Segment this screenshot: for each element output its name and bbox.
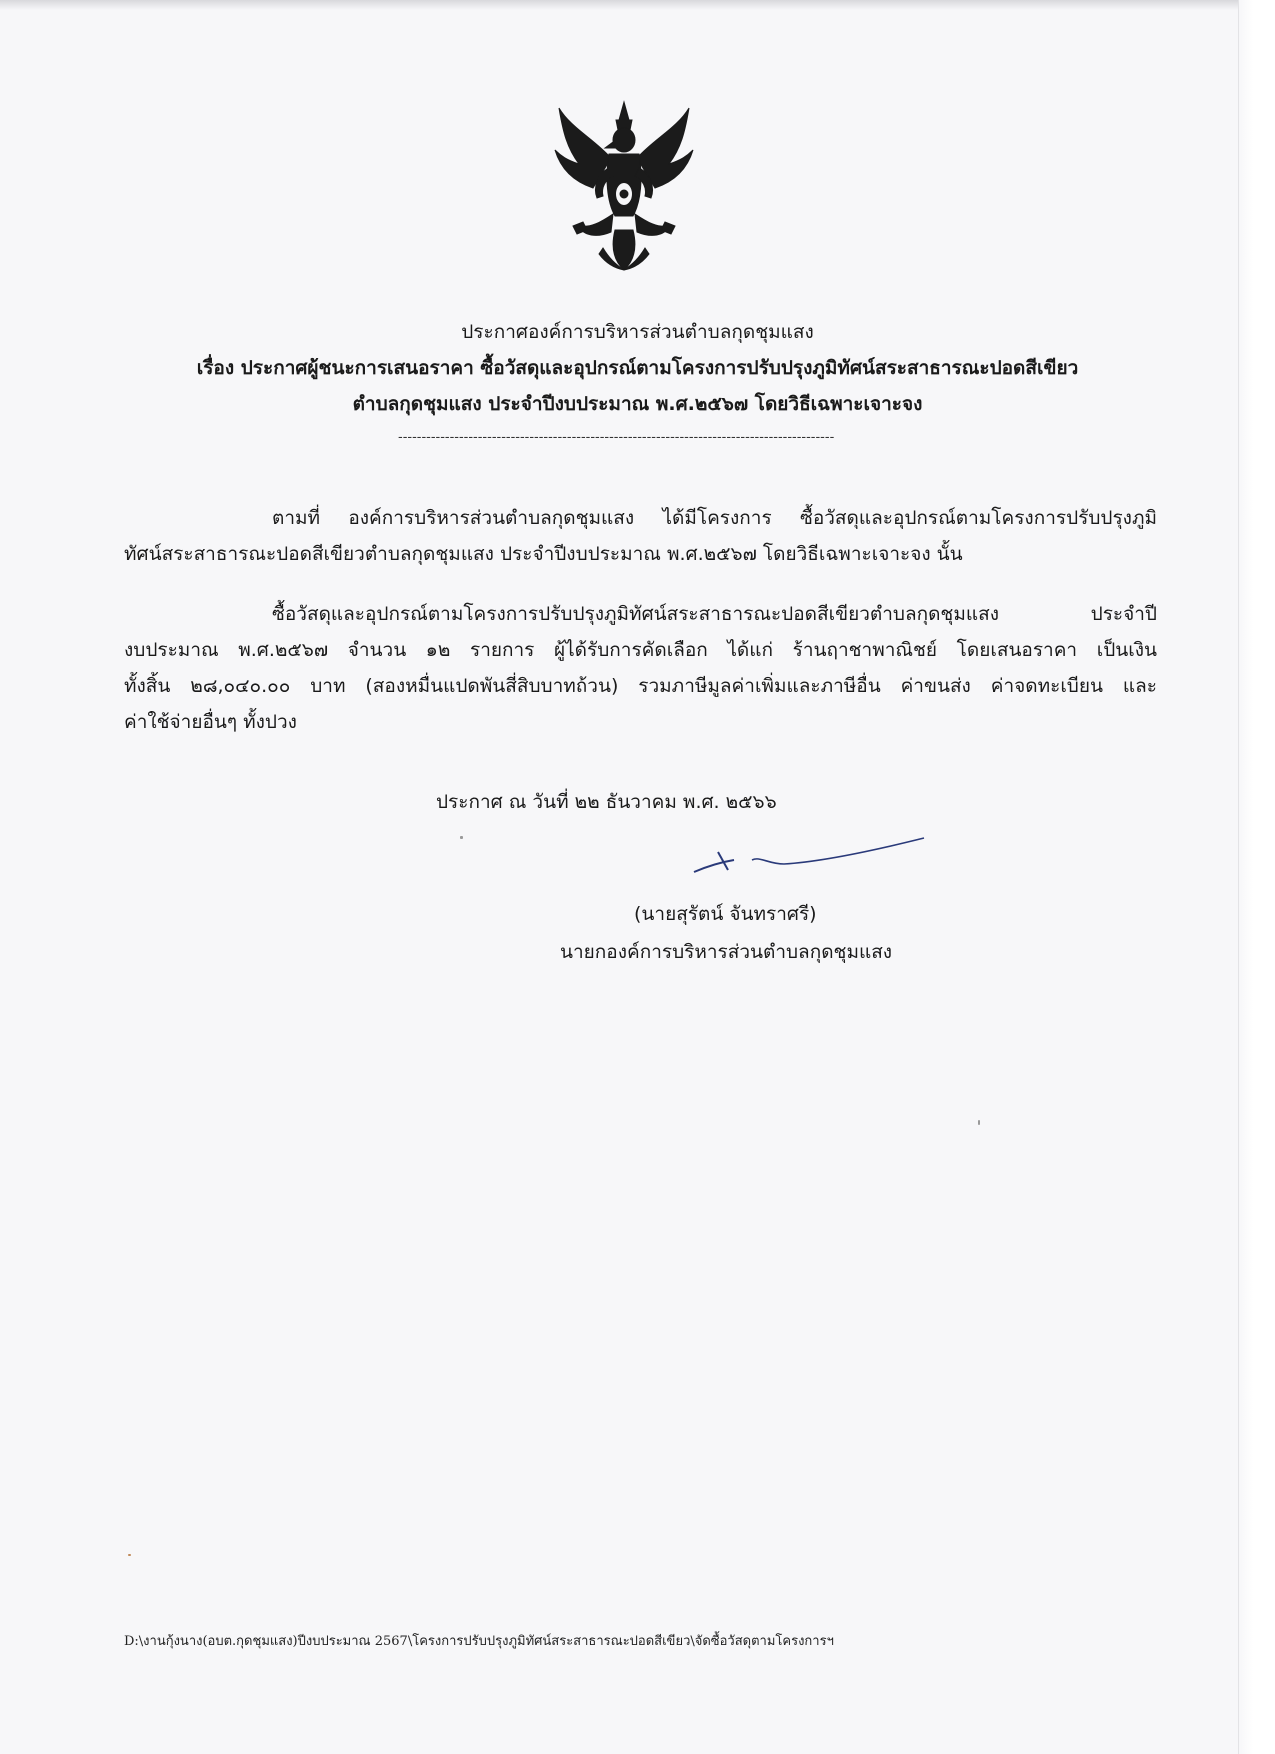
subject-line-continued: ตำบลกุดชุมแสง ประจำปีงบประมาณ พ.ศ.๒๕๖๗ โดยวิธีเฉพาะเจาะจง bbox=[352, 393, 923, 415]
announcement-date: ประกาศ ณ วันที่ ๒๒ ธันวาคม พ.ศ. ๒๕๖๖ bbox=[436, 791, 777, 813]
paragraph-2-line-1: ซื้อวัสดุและอุปกรณ์ตามโครงการปรับปรุงภูมิทัศน์สระสาธารณะปอดสีเขียวตำบลกุดชุมแสง ประจำปี bbox=[272, 603, 1157, 625]
scan-speck bbox=[978, 1120, 980, 1125]
handwritten-signature bbox=[688, 830, 928, 880]
announcement-title: ประกาศองค์การบริหารส่วนตำบลกุดชุมแสง bbox=[461, 321, 814, 343]
signatory-position: นายกองค์การบริหารส่วนตำบลกุดชุมแสง bbox=[560, 941, 893, 963]
garuda-emblem-icon bbox=[553, 98, 695, 274]
scan-speck bbox=[128, 1554, 131, 1556]
scan-speck bbox=[460, 836, 463, 839]
scan-top-shadow bbox=[0, 0, 1275, 10]
file-path-footer: D:\งานกุ้งนาง(อบต.กุดชุมแสง)ปีงบประมาณ 2567\โครงการปรับปรุงภูมิทัศน์สระสาธารณะปอดสีเขียว\จัดซื้อวัสดุตามโครงการฯ bbox=[124, 1634, 834, 1649]
paragraph-2-line-4: ค่าใช้จ่ายอื่นๆ ทั้งปวง bbox=[124, 711, 297, 733]
scan-right-edge bbox=[1238, 0, 1275, 1754]
paragraph-1-line-2: ทัศน์สระสาธารณะปอดสีเขียวตำบลกุดชุมแสง ประจำปีงบประมาณ พ.ศ.๒๕๖๗ โดยวิธีเฉพาะเจาะจง นั้น bbox=[124, 543, 963, 565]
signatory-name: (นายสุรัตน์ จันทราศรี) bbox=[634, 903, 817, 925]
paragraph-2-line-3: ทั้งสิ้น ๒๘,๐๔๐.๐๐ บาท (สองหมื่นแปดพันสี่สิบบาทถ้วน) รวมภาษีมูลค่าเพิ่มและภาษีอื่น ค่าขนส่ง ค่าจดทะเบียน และ bbox=[124, 675, 1157, 697]
paragraph-1-line-1: ตามที่ องค์การบริหารส่วนตำบลกุดชุมแสง ได้มีโครงการ ซื้อวัสดุและอุปกรณ์ตามโครงการปรับปรุงภูมิ bbox=[272, 507, 1157, 529]
dashed-divider: --------------------------------------------------------------------------------------------- bbox=[398, 430, 835, 445]
paragraph-2-line-2: งบประมาณ พ.ศ.๒๕๖๗ จำนวน ๑๒ รายการ ผู้ได้รับการคัดเลือก ได้แก่ ร้านฤาชาพาณิชย์ โดยเสนอราคา เป็นเงิน bbox=[124, 639, 1157, 661]
subject-line: เรื่อง ประกาศผู้ชนะการเสนอราคา ซื้อวัสดุและอุปกรณ์ตามโครงการปรับปรุงภูมิทัศน์สระสาธารณะปอดสีเขียว bbox=[196, 357, 1079, 379]
